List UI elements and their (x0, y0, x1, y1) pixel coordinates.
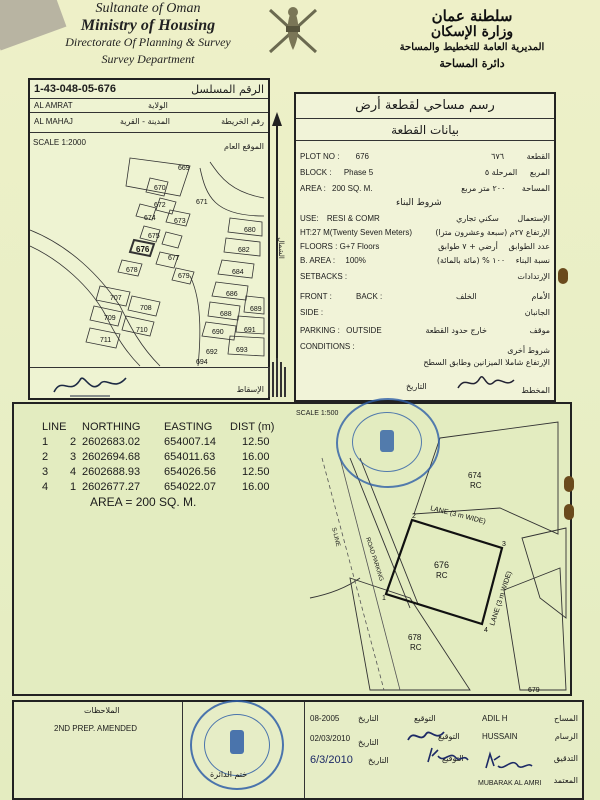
row1-dist: 12.50 (242, 436, 270, 448)
checker-signature-icon (426, 746, 470, 766)
lane-right-label: LANE (3 m WIDE) (489, 570, 514, 627)
floors-ar-label: عدد الطوابق (508, 242, 550, 251)
block-ar-label: المربع (529, 168, 550, 177)
plot-690-label: 690 (212, 329, 224, 336)
area-row (300, 184, 373, 193)
height-ar-value: ٢٧م (سبعة وعشرون مترا) (435, 228, 524, 237)
header-ar-directorate: المديرية العامة للتخطيط والمساحة (399, 42, 545, 53)
conditions-ar-text: الإرتفاع شاملا الميزانين وطابق السطح (423, 358, 550, 367)
plot-708-label: 708 (140, 305, 152, 312)
parking-ar-row (425, 326, 550, 335)
plot-678-number: 678 (408, 633, 422, 642)
header-ar-country: سلطنة عمان (431, 7, 513, 25)
header-arabic (372, 8, 572, 72)
row4-from: 4 (42, 481, 49, 493)
table-row (42, 480, 290, 495)
plot-no-ar-value: ٦٧٦ (491, 152, 505, 161)
plot-694-label: 694 (196, 359, 208, 366)
side-label: SIDE : (300, 308, 324, 317)
building-conditions-title: شروط البناء (396, 198, 442, 208)
barea-ar-value: ١٠٠ % (مائة بالمائة) (436, 256, 506, 265)
floors-label: FLOORS : (300, 242, 338, 251)
plot-676-label: 676 (136, 245, 150, 254)
plot-674-number: 674 (468, 471, 482, 480)
col-line: LINE (42, 421, 67, 433)
col-easting: EASTING (164, 421, 213, 433)
conditions-label: CONDITIONS : (300, 342, 355, 351)
draft-sign-label: التوقيع (438, 732, 460, 741)
approver-signature-icon (484, 752, 534, 774)
approver-label: المعتمد (553, 776, 578, 785)
plot-676-number: 676 (434, 560, 450, 570)
row2-easting: 654011.63 (164, 451, 216, 463)
row2-dist: 16.00 (242, 451, 270, 463)
plot-693-label: 693 (236, 347, 248, 354)
sline-label: S-LINE (330, 527, 341, 548)
setbacks-label: SETBACKS : (300, 272, 348, 281)
planner-signature-icon (456, 370, 516, 394)
header-ar-department: دائرة المساحة (439, 57, 505, 70)
height-row (300, 228, 412, 237)
surveyor-label: المساح (553, 714, 578, 723)
table-row (42, 450, 290, 465)
header-department: Survey Department (101, 52, 195, 66)
binder-hole (558, 268, 568, 284)
floors-row (300, 242, 379, 251)
draftsman-name: HUSSAIN (482, 732, 518, 741)
floors-ar-row (438, 242, 550, 251)
draft-date-label: التاريخ (358, 738, 379, 747)
plot-684-label: 684 (232, 269, 244, 276)
plot-no-row (300, 152, 369, 161)
serial-label: الرقم المسلسل (191, 83, 264, 96)
plot-678-rc: RC (410, 643, 422, 652)
lane-top-label: LANE (3 m WIDE) (429, 505, 487, 526)
plot-689-label: 689 (250, 306, 262, 313)
row3-dist: 12.50 (242, 466, 270, 478)
general-location-label: الموقع العام (224, 142, 264, 151)
header-directorate: Directorate Of Planning & Survey (65, 35, 231, 49)
use-ar-label: الإستعمال (517, 214, 550, 223)
draftsman-label: الرسام (554, 732, 578, 741)
map-number-label: رقم الخريطة (221, 117, 264, 126)
parking-ar-label: موقف (529, 326, 550, 335)
height-ar-row (435, 228, 550, 237)
plot-676-rc: RC (436, 571, 448, 580)
surveyor-name: ADIL H (482, 714, 508, 723)
block-ar-value: المرحلة ٥ (484, 168, 518, 177)
binder-hole (564, 504, 574, 520)
row3-northing: 2602688.93 (82, 466, 141, 478)
plot-672-label: 672 (154, 202, 166, 209)
plot-675-label: 675 (148, 233, 160, 240)
plot-677-label: 677 (168, 255, 180, 262)
vertex-4-label: 4 (484, 627, 488, 634)
village-value: AL MAHAJ (34, 117, 73, 126)
vertex-1-label: 1 (382, 595, 386, 602)
survey-date: 08-2005 (310, 714, 340, 723)
plot-682-label: 682 (238, 247, 250, 254)
area-label: AREA : (300, 184, 326, 193)
area-ar-row (461, 184, 550, 193)
row4-to: 1 (70, 481, 77, 493)
back-label: BACK : (356, 292, 383, 301)
plot-691-label: 691 (244, 327, 256, 334)
plot-679-label: 679 (178, 273, 190, 280)
total-area: AREA = 200 SQ. M. (90, 495, 197, 509)
area-ar-label: المساحة (521, 184, 550, 193)
row4-northing: 2602677.27 (82, 481, 141, 493)
row3-easting: 654026.56 (164, 466, 216, 478)
row3-to: 4 (70, 466, 77, 478)
draftsman-signature-icon (406, 726, 446, 746)
plot-no-label: PLOT NO : (300, 152, 340, 161)
plot-669-label: 669 (178, 165, 190, 172)
plot-711-label: 711 (100, 337, 112, 344)
row1-from: 1 (42, 436, 49, 448)
height-value: 27 M(Twenty Seven Meters) (312, 228, 413, 237)
plot-688-label: 688 (220, 311, 232, 318)
plot-no-ar-row (491, 152, 550, 161)
row2-to: 3 (70, 451, 77, 463)
village-label: المدينة - القرية (120, 117, 171, 126)
use-ar-value: سكني تجاري (456, 214, 499, 223)
survey-sign-label: التوقيع (414, 714, 436, 723)
barea-ar-row (437, 256, 550, 265)
survey-date-label: التاريخ (358, 714, 379, 723)
barea-ar-label: نسبة البناء (515, 256, 550, 265)
side-ar-label: الجانبان (524, 308, 550, 317)
general-map-scale: SCALE 1:2000 (33, 138, 86, 147)
col-northing: NORTHING (82, 421, 141, 433)
binder-hole (564, 476, 574, 492)
barea-row (300, 256, 366, 265)
draft-date: 02/03/2010 (310, 734, 351, 743)
area-ar-value: ٢٠٠ متر مربع (461, 184, 506, 193)
plot-710-label: 710 (136, 327, 148, 334)
header-ar-ministry: وزارة الإسكان (430, 24, 514, 40)
block-label: BLOCK : (300, 168, 332, 177)
notes-label: الملاحظات (84, 706, 120, 715)
header-country: Sultanate of Oman (95, 1, 201, 16)
check-date: 6/3/2010 (310, 754, 353, 766)
block-ar-row (485, 168, 550, 177)
vertex-3-label: 3 (502, 541, 506, 548)
row1-easting: 654007.14 (164, 436, 216, 448)
plot-data-title: بيانات القطعة (391, 123, 459, 137)
coordinates-table (42, 420, 290, 510)
footer-box (12, 700, 584, 800)
plot-709-label: 709 (104, 315, 116, 322)
plot-678-label: 678 (126, 267, 138, 274)
sheet-title: رسم مساحي لقطعة أرض (355, 98, 495, 113)
plot-674-rc: RC (470, 481, 482, 490)
check-sign-label: التوقيع (442, 754, 464, 763)
checker-label: التدقيق (553, 754, 578, 763)
use-value: RESI & COMR (326, 214, 380, 223)
front-label: FRONT : (300, 292, 332, 301)
row1-northing: 2602683.02 (82, 436, 141, 448)
survey-stamp-icon (336, 398, 440, 488)
planner-label: المخطط (521, 386, 550, 395)
table-row (42, 465, 290, 480)
parking-row (300, 326, 382, 335)
floors-ar-value: أرضي + ٧ طوابق (438, 242, 498, 251)
barea-value: 100% (345, 256, 366, 265)
plot-data-box (294, 92, 556, 402)
oman-emblem-icon (258, 0, 328, 62)
row2-northing: 2602694.68 (82, 451, 141, 463)
detail-scale: SCALE 1:500 (296, 410, 339, 417)
row2-from: 2 (42, 451, 49, 463)
plot-673-label: 673 (174, 218, 186, 225)
signature-left-icon (50, 366, 130, 402)
location-box (28, 78, 270, 400)
header-ministry: Ministry of Housing (80, 17, 216, 34)
projection-label: الإسقاط (236, 385, 264, 394)
wilayat-label: الولاية (148, 101, 168, 110)
plot-date-label: التاريخ (406, 382, 427, 391)
parking-value: OUTSIDE (346, 326, 382, 335)
floors-value: G+7 Floors (339, 242, 380, 251)
table-row (42, 435, 290, 450)
block-row (300, 168, 373, 177)
parking-ar-value: خارج حدود القطعة (425, 326, 487, 335)
conditions-ar-label: شروط أخرى (507, 346, 550, 355)
plot-680-label: 680 (244, 227, 256, 234)
row4-easting: 654022.07 (164, 481, 216, 493)
coordinates-header (42, 420, 290, 435)
header-english (38, 0, 258, 68)
north-label: الشمال (276, 237, 285, 259)
row3-from: 3 (42, 466, 49, 478)
use-ar-row (456, 214, 550, 223)
wilayat-value: AL AMRAT (34, 101, 73, 110)
setbacks-ar-label: الإرتدادات (517, 272, 550, 281)
notes-value: 2ND PREP. AMENDED (54, 724, 137, 733)
plot-674-label: 674 (144, 215, 156, 222)
plot-686-label: 686 (226, 291, 238, 298)
col-dist: DIST (m) (230, 421, 275, 433)
back-ar-label: الخلف (456, 292, 477, 301)
approver-name: MUBARAK AL AMRI (478, 780, 542, 787)
barea-label: B. AREA : (300, 256, 336, 265)
use-label: USE: (300, 214, 319, 223)
front-ar-label: الأمام (531, 292, 550, 301)
stamp-caption: ختم الدائرة (210, 770, 248, 779)
plot-707-label: 707 (110, 295, 122, 302)
plot-679-number: 679 (528, 687, 540, 694)
area-value: 200 SQ. M. (332, 184, 373, 193)
block-value: Phase 5 (343, 168, 374, 177)
row4-dist: 16.00 (242, 481, 270, 493)
height-ar-label: الإرتفاع (525, 228, 550, 237)
plot-670-label: 670 (154, 185, 166, 192)
plot-692-label: 692 (206, 349, 218, 356)
general-location-map (30, 156, 264, 366)
row1-to: 2 (70, 436, 77, 448)
parking-label: PARKING : (300, 326, 340, 335)
check-date-label: التاريخ (368, 756, 389, 765)
serial-number: 1-43-048-05-676 (34, 83, 116, 95)
height-label: HT: (300, 228, 312, 237)
road-label: ROAD PARKING (364, 536, 384, 582)
use-row (300, 214, 380, 223)
plot-no-ar-label: القطعة (526, 152, 550, 161)
vertex-2-label: 2 (412, 513, 416, 520)
plot-no-value: 676 (355, 152, 370, 161)
plot-671-label: 671 (196, 199, 208, 206)
